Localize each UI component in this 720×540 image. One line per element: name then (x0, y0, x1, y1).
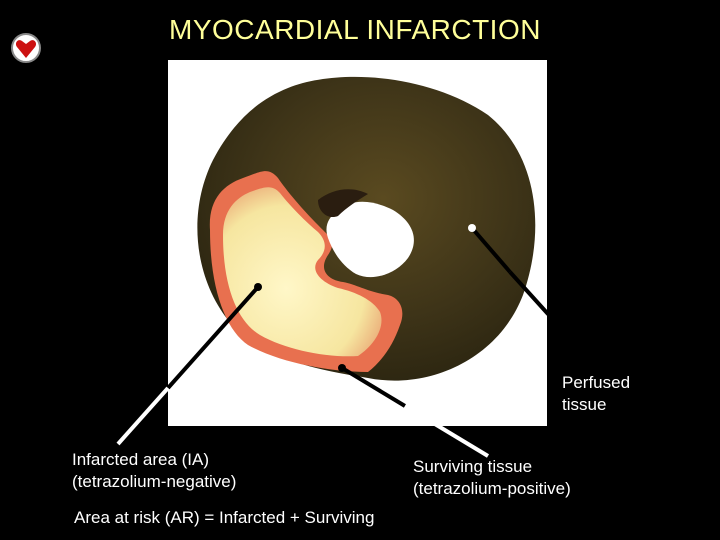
infarcted-label-line2: (tetrazolium-negative) (72, 472, 237, 491)
heart-cross-section-panel (168, 60, 547, 426)
perfused-tissue-label (562, 372, 630, 416)
perfused-label-line2: tissue (562, 395, 607, 414)
surviving-tissue-label (413, 456, 571, 500)
infarcted-area-label (72, 449, 236, 493)
heart-cross-section-image (168, 60, 547, 426)
area-at-risk-formula: Area at risk (AR) = Infarcted + Surviving (74, 508, 375, 527)
surviving-label-line2: (tetrazolium-positive) (413, 479, 571, 498)
infarcted-label-line1: Infarcted area (IA) (72, 450, 210, 469)
perfused-label-line1: Perfused (562, 373, 631, 392)
heart-logo-icon (10, 32, 42, 64)
slide-title: MYOCARDIAL INFARCTION (169, 14, 541, 45)
surviving-label-line1: Surviving tissue (413, 457, 533, 476)
